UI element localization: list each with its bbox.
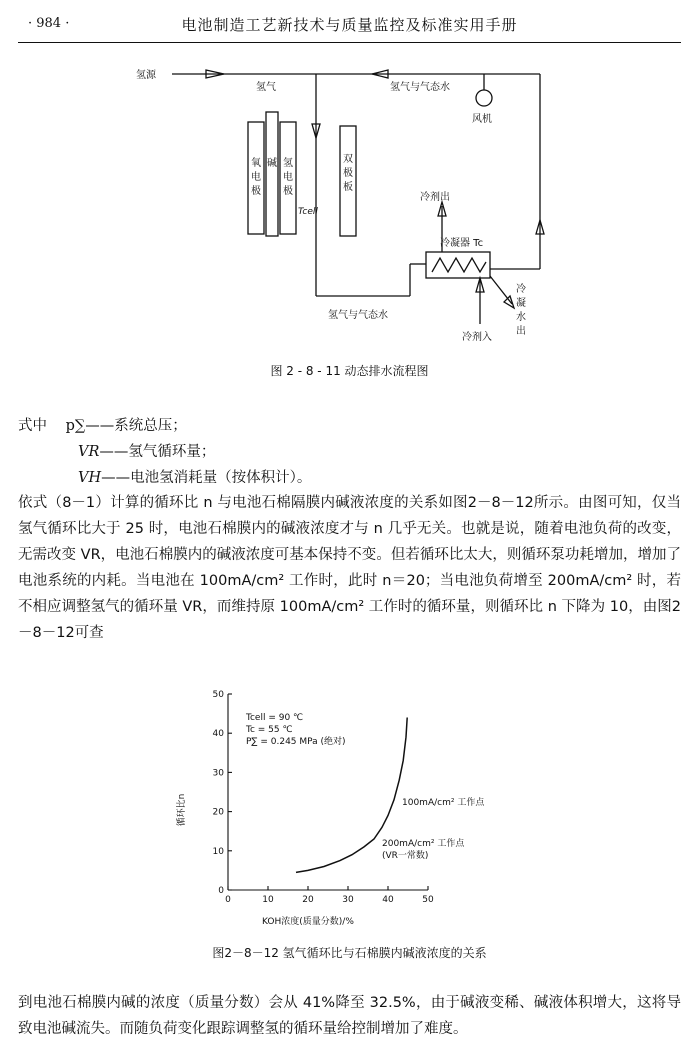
y-tick-label: 40 [212, 729, 224, 740]
page-header [18, 12, 681, 38]
x-tick-label: 20 [302, 895, 314, 905]
def-symbol: p∑ [65, 418, 86, 434]
def-system-pressure [18, 414, 187, 435]
paragraph-text: 依式（8－1）计算的循环比 n 与电池石棉隔膜内碱液浓度的关系如图2－8－12所示。由图可知，仅当氢气循环比大于 25 时，电池石棉膜内的碱液浓度才与 n 几乎无关。也就是说，随着电池负荷的改变，无需改变 VR，电池石棉膜内的碱液浓度可基本保持不变。但若循环比太大，则循环泵功耗增加，增加了电池系统的内耗。当电池在 100mA/cm² 工作时，此时 n＝20；当电池负荷增至 200mA/cm² 时，若不相应调整氢气的循环量 VR，而维持原 100mA/cm² 工作时的循环量，则循环比 n 下降为 10，由图2－8－12可查 [18, 495, 681, 641]
y-tick-label: 50 [212, 690, 224, 700]
annotation-200: 200mA/cm² 工作点 [382, 839, 465, 849]
label-cw-2: 凝 [516, 298, 526, 309]
x-tick-label: 50 [422, 895, 434, 905]
figure1-caption: 图 2 - 8 - 11 动态排水流程图 [270, 364, 429, 378]
def-symbol: VR [78, 444, 100, 460]
y-tick-label: 20 [212, 807, 224, 818]
label-cw-4: 出 [516, 326, 526, 337]
label-bp-2: 极 [343, 168, 353, 179]
label-electrolyte: 碱 [267, 158, 277, 169]
figure2-caption: 图2－8－12 氢气循环比与石棉膜内碱液浓度的关系 [212, 946, 487, 960]
label-cw-3: 水 [516, 312, 526, 323]
paragraph-text: 到电池石棉膜内碱的浓度（质量分数）会从 41%降至 32.5%，由于碱液变稀、碱液体积增大，这将导致电池碱流失。而随负荷变化跟踪调整氢的循环量给控制增加了难度。 [18, 995, 681, 1037]
label-coolant-out: 冷剂出 [420, 192, 450, 203]
body-paragraph-1 [18, 490, 681, 646]
label-h-3: 极 [283, 186, 293, 197]
def-text: ——系统总压； [85, 418, 187, 434]
annotation-vr: (VR一常数) [382, 851, 429, 861]
label-h-1: 氢 [283, 158, 293, 169]
label-hydrogen-water-bottom: 氢气与气态水 [328, 310, 388, 321]
flow-diagram [120, 56, 560, 356]
fan-icon [476, 90, 492, 106]
label-ox-1: 氧 [251, 158, 261, 169]
label-ox-3: 极 [251, 186, 261, 197]
circulation-ratio-chart [170, 680, 485, 930]
label-coolant-in: 冷剂入 [462, 332, 492, 343]
label-hydrogen-water-top: 氢气与气态水 [390, 82, 450, 93]
y-tick-label: 30 [212, 768, 224, 779]
condition-tcell: Tcell = 90 ℃ [246, 713, 304, 723]
y-axis-label: 循环比n [177, 793, 187, 827]
page-number: · 984 · [28, 16, 70, 31]
label-h-2: 电 [283, 172, 293, 183]
x-tick-label: 40 [382, 895, 394, 905]
label-cw-1: 冷 [516, 284, 526, 295]
label-tcell: Tcell [298, 207, 318, 217]
label-fan: 风机 [472, 114, 492, 125]
def-symbol: VH [78, 470, 102, 486]
def-circulation [78, 440, 215, 461]
annotation-100: 100mA/cm² 工作点 [402, 798, 485, 808]
label-hydrogen: 氢气 [256, 82, 276, 93]
def-text: ——电池氢消耗量（按体积计）。 [101, 470, 312, 486]
body-paragraph-2 [18, 990, 681, 1042]
def-consumption [78, 466, 311, 487]
def-text: ——氢气循环量； [99, 444, 216, 460]
label-bp-3: 板 [343, 182, 353, 193]
header-rule [18, 42, 681, 43]
x-axis-label: KOH浓度(质量分数)/% [262, 917, 354, 927]
x-tick-label: 30 [342, 895, 354, 905]
label-hydrogen-source: 氢源 [136, 70, 156, 81]
book-title: 电池制造工艺新技术与质量监控及标准实用手册 [181, 16, 518, 34]
def-lead: 式中 [18, 418, 47, 434]
y-tick-label: 10 [212, 846, 224, 857]
condition-pressure: P∑ = 0.245 MPa (绝对) [246, 737, 346, 747]
x-tick-label: 10 [262, 895, 274, 905]
condition-tc: Tc = 55 ℃ [246, 725, 293, 735]
label-ox-2: 电 [251, 172, 261, 183]
y-tick-label: 0 [218, 886, 224, 896]
x-tick-label: 0 [225, 895, 231, 905]
label-bp-1: 双 [343, 154, 353, 165]
label-condenser: 冷凝器 Tc [440, 238, 484, 249]
